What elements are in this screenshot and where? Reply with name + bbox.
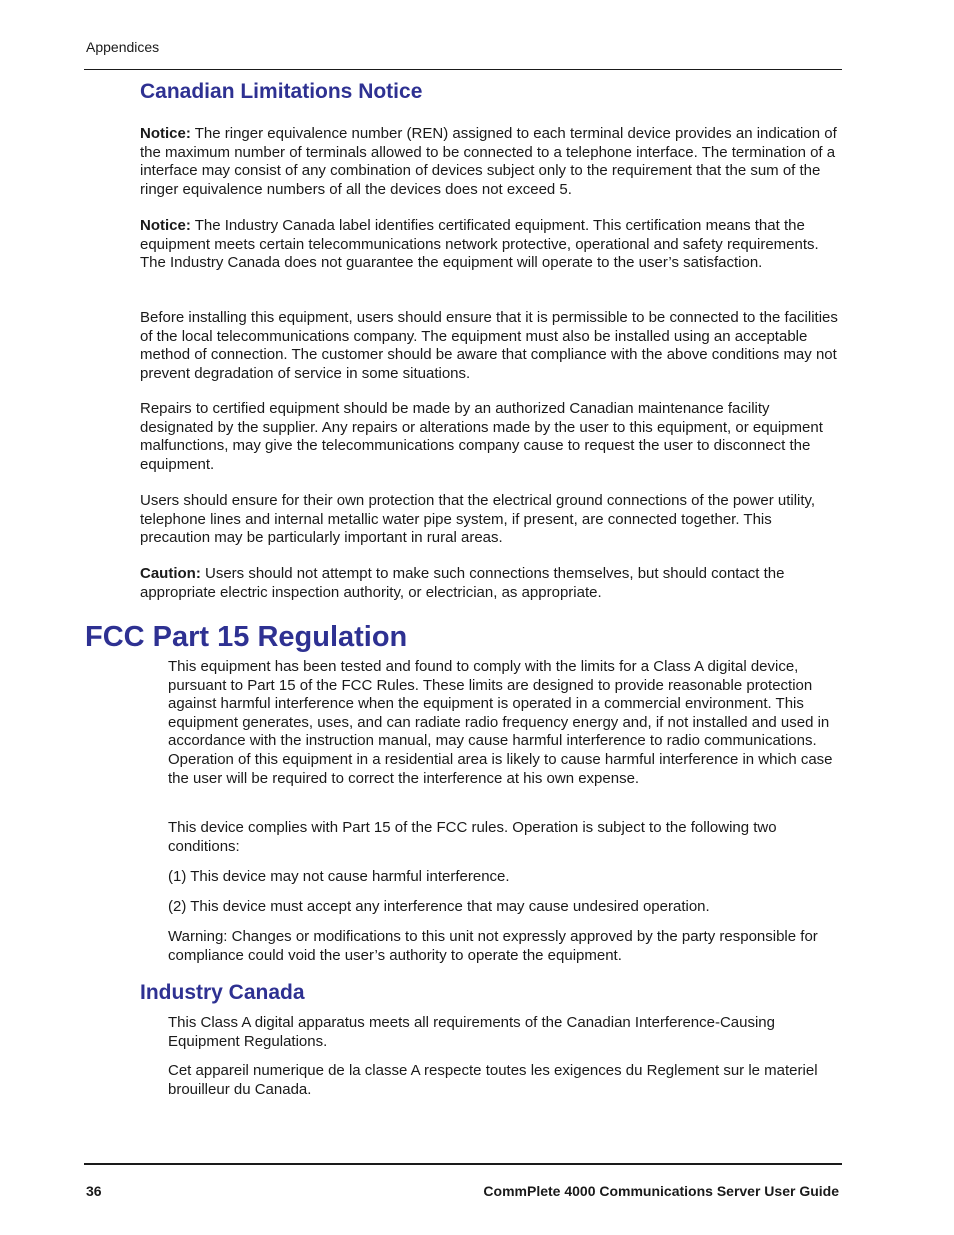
caution-label: Caution: [140, 565, 201, 582]
page-number: 36 [86, 1183, 102, 1199]
fcc-heading: FCC Part 15 Regulation [85, 621, 408, 653]
canadian-limitations-heading: Canadian Limitations Notice [140, 80, 423, 103]
fcc-condition-2: (2) This device must accept any interference that may cause undesired operation. [168, 898, 710, 915]
canadian-notice-paragraph-1 [140, 125, 842, 199]
industry-canada-heading: Industry Canada [140, 981, 305, 1004]
notice-text: The Industry Canada label identifies certificated equipment. This certification means that the equipment meets certain telecommunications network protective, operational and safety requirements. The Industry Canada does not guarantee the equipment will operate to the user’s satisfaction. [140, 217, 819, 272]
fcc-compliance-paragraph: This equipment has been tested and found to comply with the limits for a Class A digital device, pursuant to Part 15 of the FCC Rules. These limits are designed to provide reasonable protection against harmful interference when the equipment is operated in a commercial environment. This equipment generates, uses, and can radiate radio frequency energy and, if not installed and used in accordance with the instruction manual, may cause harmful interference to radio communications. Operation of this equipment in a residential area is likely to cause harmful interference in which case the user will be required to correct the interference at his own expense. [168, 658, 833, 787]
footer-rule [84, 1163, 842, 1165]
header-rule [84, 69, 842, 70]
caution-text: Users should not attempt to make such connections themselves, but should contact the appropriate electric inspection authority, or electrician, as appropriate. [140, 565, 785, 601]
canadian-notice-paragraph-2 [140, 217, 842, 273]
canadian-caution-paragraph [140, 565, 842, 602]
running-header: Appendices [86, 39, 160, 55]
notice-label: Notice: [140, 217, 191, 234]
canadian-installation-paragraph: Before installing this equipment, users should ensure that it is permissible to be connected to the facilities of the local telecommunications company. The equipment must also be installed using an acceptable method of connection. The customer should be aware that compliance with the above conditions may not prevent degradation of service in some situations. [140, 309, 838, 382]
notice-text: The ringer equivalence number (REN) assigned to each terminal device provides an indication of the maximum number of terminals allowed to be connected to a telephone interface. The termination of a interface may consist of any combination of devices subject only to the requirement that the sum of the ringer equivalence numbers of all the devices does not exceed 5. [140, 125, 837, 198]
fcc-condition-1: (1) This device may not cause harmful interference. [168, 868, 510, 885]
fcc-conditions-paragraph: This device complies with Part 15 of the FCC rules. Operation is subject to the following two conditions: [168, 819, 777, 855]
canadian-ground-paragraph: Users should ensure for their own protection that the electrical ground connections of the power utility, telephone lines and internal metallic water pipe system, if present, are connected together. This precaution may be particularly important in rural areas. [140, 492, 816, 547]
industry-canada-french-paragraph: Cet appareil numerique de la classe A respecte toutes les exigences du Reglement sur le materiel brouilleur du Canada. [168, 1062, 818, 1098]
canadian-repairs-paragraph: Repairs to certified equipment should be made by an authorized Canadian maintenance facility designated by the supplier. Any repairs or alterations made by the user to this equipment, or equipment malfunctions, may give the telecommunications company cause to request the user to disconnect the equipment. [140, 400, 823, 473]
document-title: CommPlete 4000 Communications Server User Guide [483, 1183, 839, 1199]
industry-canada-english-paragraph: This Class A digital apparatus meets all requirements of the Canadian Interference-Causing Equipment Regulations. [168, 1014, 775, 1050]
fcc-warning-paragraph: Warning: Changes or modifications to this unit not expressly approved by the party responsible for compliance could void the user’s authority to operate the equipment. [168, 928, 818, 964]
notice-label: Notice: [140, 125, 191, 142]
